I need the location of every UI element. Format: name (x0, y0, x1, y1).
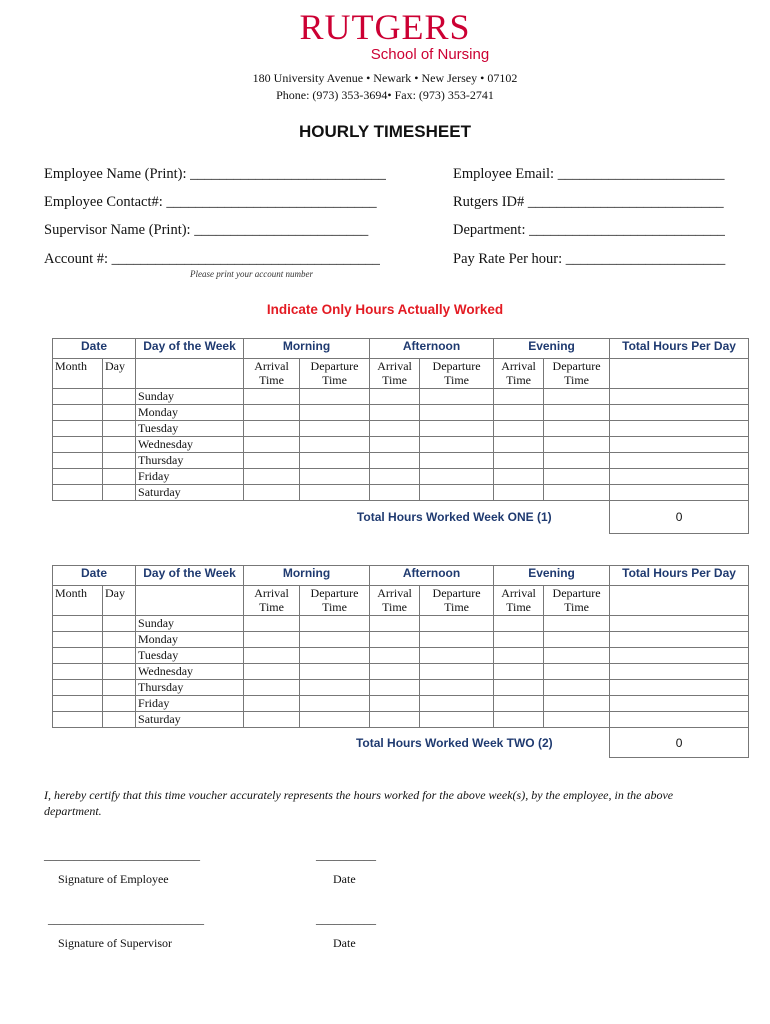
month-cell[interactable] (53, 632, 103, 648)
table-row (53, 664, 749, 680)
address: 180 University Avenue • Newark • New Jersey • 07102 (252, 71, 518, 85)
supervisor-signature-line[interactable]: __________________________ (48, 912, 204, 926)
phone-fax: Phone: (973) 353-3694• Fax: (973) 353-2741 (276, 88, 494, 102)
day-cell[interactable] (103, 648, 136, 664)
month-cell[interactable] (53, 421, 103, 437)
weekday-label: Friday (136, 696, 244, 712)
rutgers-logo (0, 8, 770, 64)
arrival-time-header: Arrival Time (244, 586, 300, 616)
weekday-label: Thursday (136, 680, 244, 696)
weekday-label: Monday (136, 405, 244, 421)
supervisor-name-field[interactable]: Supervisor Name (Print): ________________________ (44, 222, 369, 238)
day-cell[interactable] (103, 680, 136, 696)
day-cell[interactable] (103, 389, 136, 405)
month-cell[interactable] (53, 453, 103, 469)
weekday-label: Sunday (136, 389, 244, 405)
day-cell[interactable] (103, 616, 136, 632)
table-row (53, 469, 749, 485)
month-cell[interactable] (53, 648, 103, 664)
arrival-time-header: Arrival Time (370, 586, 420, 616)
evening-header: Evening (494, 339, 610, 359)
week-two-total-label: Total Hours Worked Week TWO (2) (355, 735, 553, 750)
afternoon-header: Afternoon (370, 339, 494, 359)
week-one-table (52, 338, 749, 534)
departure-time-header: Departure Time (300, 359, 370, 389)
day-cell[interactable] (103, 421, 136, 437)
weekday-label: Tuesday (136, 421, 244, 437)
table-row (53, 632, 749, 648)
month-cell[interactable] (53, 437, 103, 453)
employee-signature-label: Signature of Employee (58, 872, 169, 886)
weekday-label: Wednesday (136, 437, 244, 453)
month-cell[interactable] (53, 712, 103, 728)
day-of-week-header: Day of the Week (136, 339, 244, 359)
weekday-label: Friday (136, 469, 244, 485)
employee-email-field[interactable]: Employee Email: _______________________ (453, 166, 725, 182)
day-cell[interactable] (103, 437, 136, 453)
month-subheader: Month (53, 586, 103, 616)
month-cell[interactable] (53, 696, 103, 712)
day-cell[interactable] (103, 453, 136, 469)
departure-time-header: Departure Time (420, 586, 494, 616)
logo-subtitle: School of Nursing (370, 46, 490, 63)
supervisor-signature-label: Signature of Supervisor (58, 936, 172, 950)
departure-time-header: Departure Time (420, 359, 494, 389)
certification-statement: I, hereby certify that this time voucher accurately represents the hours worked for the above week(s), by the employee, in the above department. (44, 788, 674, 818)
departure-time-header: Departure Time (300, 586, 370, 616)
table-row (53, 453, 749, 469)
table-row (53, 680, 749, 696)
day-cell[interactable] (103, 712, 136, 728)
weekday-label: Tuesday (136, 648, 244, 664)
day-cell[interactable] (103, 485, 136, 501)
employee-name-field[interactable]: Employee Name (Print): ___________________________ (44, 166, 386, 182)
table-row (53, 437, 749, 453)
page-title: HOURLY TIMESHEET (299, 122, 471, 141)
day-cell[interactable] (103, 469, 136, 485)
employee-date-line[interactable]: __________ (316, 848, 376, 862)
week-two-table (52, 565, 749, 758)
total-per-day-header: Total Hours Per Day (610, 566, 749, 586)
account-field[interactable]: Account #: _____________________________________ (44, 251, 380, 267)
day-cell[interactable] (103, 632, 136, 648)
month-cell[interactable] (53, 485, 103, 501)
evening-header: Evening (494, 566, 610, 586)
department-field[interactable]: Department: ___________________________ (453, 222, 725, 238)
month-cell[interactable] (53, 405, 103, 421)
day-cell[interactable] (103, 696, 136, 712)
weekday-label: Wednesday (136, 664, 244, 680)
table-row (53, 616, 749, 632)
account-note: Please print your account number (190, 269, 313, 279)
total-per-day-header: Total Hours Per Day (610, 339, 749, 359)
weekday-label: Saturday (136, 712, 244, 728)
indicate-notice: Indicate Only Hours Actually Worked (266, 302, 504, 317)
month-cell[interactable] (53, 664, 103, 680)
employee-signature-line[interactable]: __________________________ (44, 848, 200, 862)
day-cell[interactable] (103, 664, 136, 680)
day-cell[interactable] (103, 405, 136, 421)
month-cell[interactable] (53, 616, 103, 632)
table-row (53, 696, 749, 712)
pay-rate-field[interactable]: Pay Rate Per hour: ______________________ (453, 251, 726, 267)
weekday-label: Saturday (136, 485, 244, 501)
table-row (53, 405, 749, 421)
employee-date-label: Date (333, 872, 356, 886)
table-row (53, 485, 749, 501)
day-of-week-header: Day of the Week (136, 566, 244, 586)
supervisor-date-line[interactable]: __________ (316, 912, 376, 926)
rutgers-id-field[interactable]: Rutgers ID# ___________________________ (453, 194, 724, 210)
month-subheader: Month (53, 359, 103, 389)
departure-time-header: Departure Time (544, 359, 610, 389)
morning-header: Morning (244, 339, 370, 359)
date-header: Date (53, 339, 136, 359)
week-one-total-value: 0 (610, 501, 749, 534)
arrival-time-header: Arrival Time (494, 359, 544, 389)
table-row (53, 712, 749, 728)
employee-contact-field[interactable]: Employee Contact#: _____________________________ (44, 194, 377, 210)
table-row (53, 389, 749, 405)
table-row (53, 421, 749, 437)
afternoon-header: Afternoon (370, 566, 494, 586)
month-cell[interactable] (53, 389, 103, 405)
month-cell[interactable] (53, 469, 103, 485)
table-row (53, 648, 749, 664)
week-two-total-value: 0 (610, 728, 749, 758)
departure-time-header: Departure Time (544, 586, 610, 616)
day-subheader: Day (103, 359, 136, 389)
arrival-time-header: Arrival Time (244, 359, 300, 389)
supervisor-date-label: Date (333, 936, 356, 950)
arrival-time-header: Arrival Time (494, 586, 544, 616)
month-cell[interactable] (53, 680, 103, 696)
day-subheader: Day (103, 586, 136, 616)
weekday-label: Thursday (136, 453, 244, 469)
weekday-label: Monday (136, 632, 244, 648)
date-header: Date (53, 566, 136, 586)
arrival-time-header: Arrival Time (370, 359, 420, 389)
weekday-label: Sunday (136, 616, 244, 632)
week-one-total-label: Total Hours Worked Week ONE (1) (356, 510, 552, 525)
logo-wordmark: RUTGERS (299, 7, 471, 47)
morning-header: Morning (244, 566, 370, 586)
